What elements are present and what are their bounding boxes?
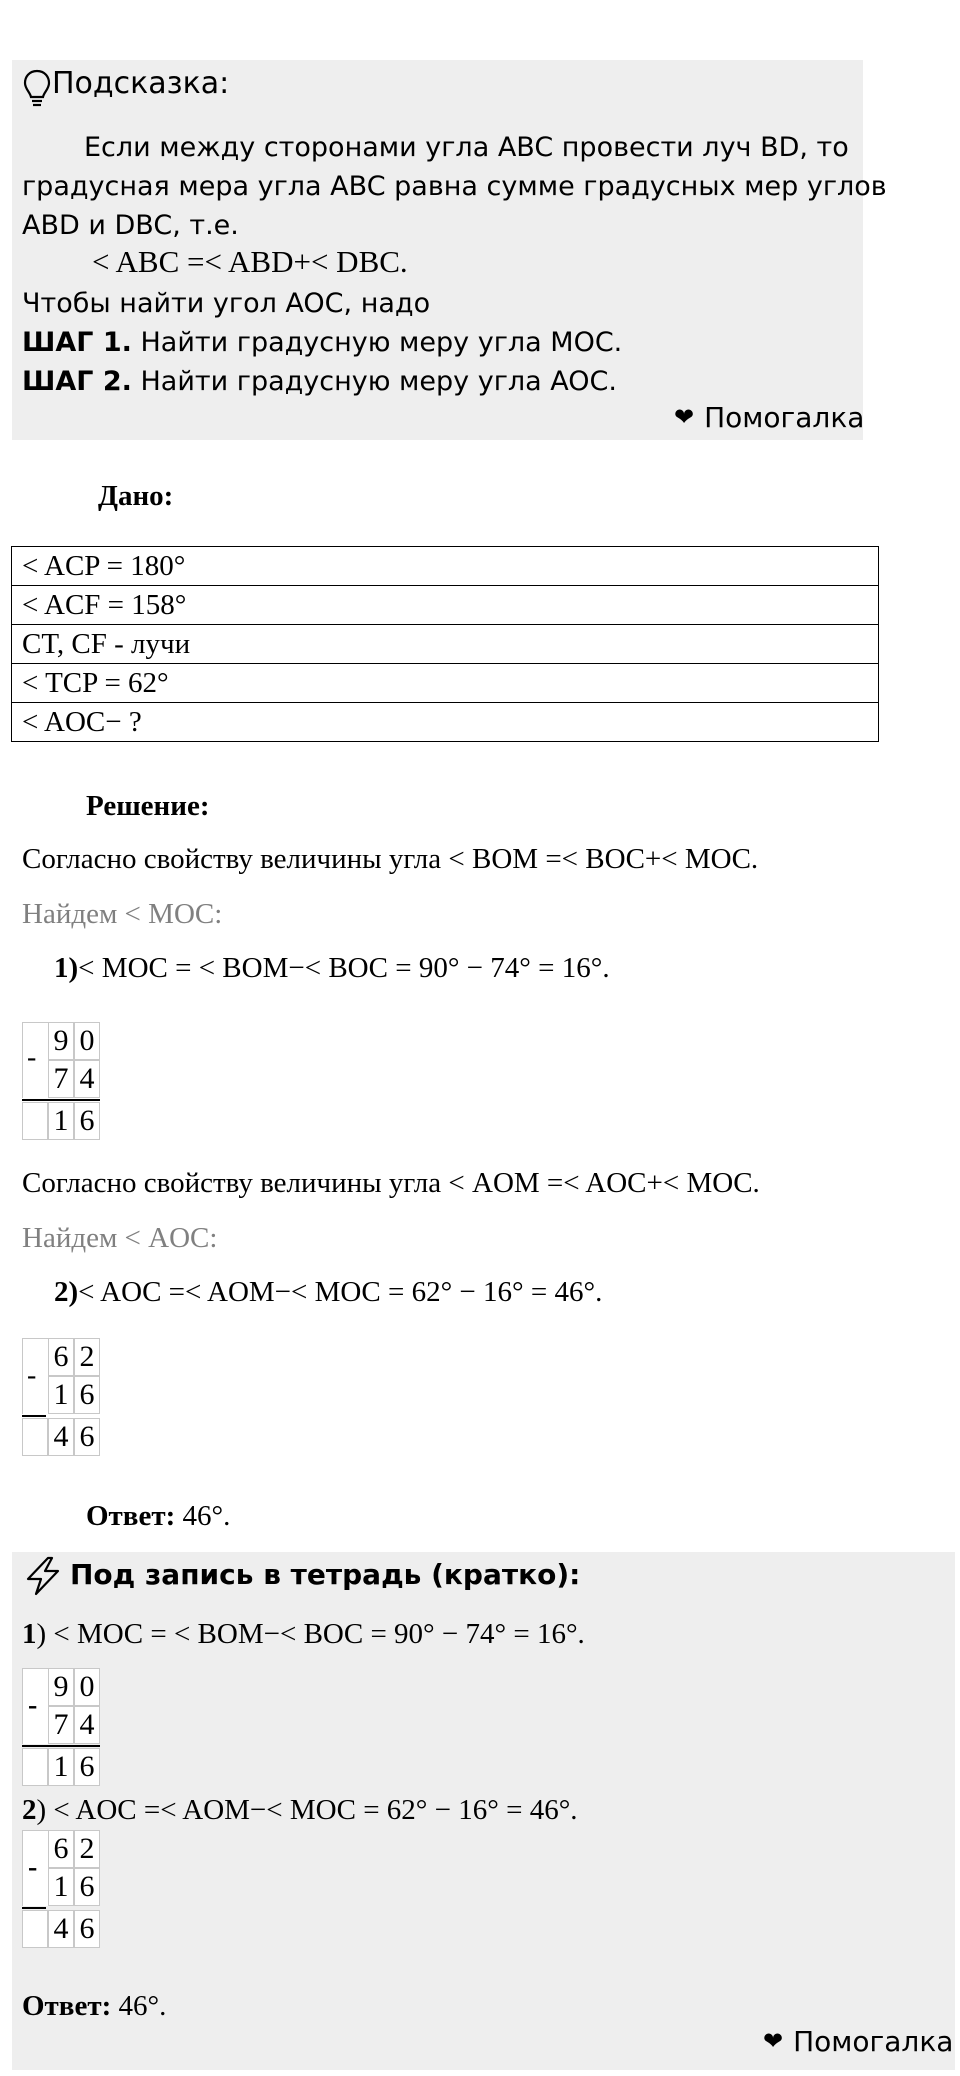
grid-blank-cell [22,1910,48,1948]
hint-title: Подсказка: [52,66,230,101]
digit-cell: 2 [74,1830,100,1868]
hint-lead: Чтобы найти угол AOC, надо [22,288,431,319]
digit-cell: 9 [48,1022,74,1060]
digit-cell: 4 [74,1706,100,1744]
minus-sign: - [27,1360,37,1391]
minus-sign: - [27,1042,37,1073]
notebook-step-1-equation: ) < MOC = < BOM−< BOC = 90° − 74° = 16°. [36,1618,585,1650]
hint-step-1-label: ШАГ 1. [22,327,132,358]
notebook-column-subtraction-2 [22,1830,106,1948]
hint-formula: < ABC =< ABD+< DBC. [92,244,408,279]
hint-step-2 [22,362,617,401]
answer-label: Ответ: [86,1500,176,1532]
digit-cell: 6 [48,1338,74,1376]
notebook-step-2 [22,1794,578,1827]
hint-paragraph-line-1: Если между сторонами угла ABC провести луч BD, то [84,132,849,163]
hint-step-2-text: Найти градусную меру угла AOC. [140,366,617,397]
brand-name: Помогалка [793,2025,954,2058]
digit-cell: 4 [74,1060,100,1098]
brand-name: Помогалка [704,401,865,434]
given-heading: Дано: [98,480,174,512]
digit-cell: 1 [48,1748,74,1786]
brand-signature [674,401,864,434]
solution-step-2-equation: < AOC =< AOM−< MOC = 62° − 16° = 46°. [78,1276,603,1308]
subtraction-line [22,1415,46,1417]
lightbulb-icon [22,68,52,108]
digit-cell: 6 [74,1418,100,1456]
table-row [12,625,879,664]
table-row [12,586,879,625]
column-subtraction-2 [22,1338,106,1456]
digit-cell: 6 [74,1748,100,1786]
digit-cell: 2 [74,1338,100,1376]
given-row-2: < ACF = 158° [12,586,879,625]
solution-step-2-number: 2) [54,1276,79,1308]
solution-find-2: Найдем < AOC: [22,1222,218,1254]
solution-heading: Решение: [86,790,210,822]
solution-step-1-equation: < MOC = < BOM−< BOC = 90° − 74° = 16°. [78,952,610,984]
given-row-3: CT, CF - лучи [12,625,879,664]
notebook-step-2-equation: ) < AOC =< AOM−< MOC = 62° − 16° = 46°. [36,1794,578,1826]
answer [86,1500,230,1533]
digit-cell: 0 [74,1022,100,1060]
digit-cell: 1 [48,1102,74,1140]
table-row [12,547,879,586]
answer-value: 46°. [182,1500,231,1532]
notebook-answer-value: 46°. [118,1990,167,2022]
subtraction-line [22,1907,46,1909]
digit-cell: 6 [74,1910,100,1948]
notebook-step-2-number: 2 [22,1794,37,1826]
hint-paragraph-line-2: градусная мера угла ABC равна сумме градусных мер углов [22,171,887,202]
digit-cell: 7 [48,1060,74,1098]
subtraction-line [22,1099,100,1101]
table-row [12,703,879,742]
digit-cell: 9 [48,1668,74,1706]
digit-cell: 4 [48,1418,74,1456]
digit-cell: 1 [48,1376,74,1414]
minus-sign: - [28,1690,38,1721]
notebook-step-1-number: 1 [22,1618,37,1650]
minus-sign: - [28,1852,38,1883]
digit-cell: 1 [48,1868,74,1906]
solution-find-1: Найдем < MOC: [22,898,223,930]
given-row-1: < ACP = 180° [12,547,879,586]
hint-paragraph-line-3: ABD и DBC, т.е. [22,210,239,241]
digit-cell: 7 [48,1706,74,1744]
digit-cell: 6 [74,1102,100,1140]
lightning-icon [24,1556,62,1596]
solution-property-2: Согласно свойству величины угла < AOM =< AOC+< MOC. [22,1167,760,1199]
given-row-4: < TCP = 62° [12,664,879,703]
digit-cell: 0 [74,1668,100,1706]
notebook-answer [22,1990,166,2023]
digit-cell: 6 [74,1868,100,1906]
given-table [11,546,879,742]
hint-step-1 [22,323,622,362]
hint-step-2-label: ШАГ 2. [22,366,132,397]
solution-step-2 [54,1276,602,1309]
notebook-title: Под запись в тетрадь (кратко): [70,1558,581,1591]
heart-icon: ❤ [674,403,695,431]
given-row-5: < AOC− ? [12,703,879,742]
grid-blank-cell [22,1418,48,1456]
grid-blank-cell [22,1102,48,1140]
notebook-brand-signature [763,2025,953,2058]
table-row [12,664,879,703]
notebook-step-1 [22,1618,585,1651]
solution-step-1 [54,952,610,985]
solution-property-1: Согласно свойству величины угла < BOM =< BOC+< MOC. [22,843,759,875]
digit-cell: 6 [74,1376,100,1414]
hint-step-1-text: Найти градусную меру угла MOC. [140,327,623,358]
notebook-column-subtraction-1 [22,1668,106,1786]
grid-blank-cell [22,1748,48,1786]
subtraction-line [22,1745,100,1747]
column-subtraction-1 [22,1022,106,1140]
solution-step-1-number: 1) [54,952,79,984]
notebook-answer-label: Ответ: [22,1990,112,2022]
digit-cell: 4 [48,1910,74,1948]
digit-cell: 6 [48,1830,74,1868]
heart-icon: ❤ [763,2027,784,2055]
